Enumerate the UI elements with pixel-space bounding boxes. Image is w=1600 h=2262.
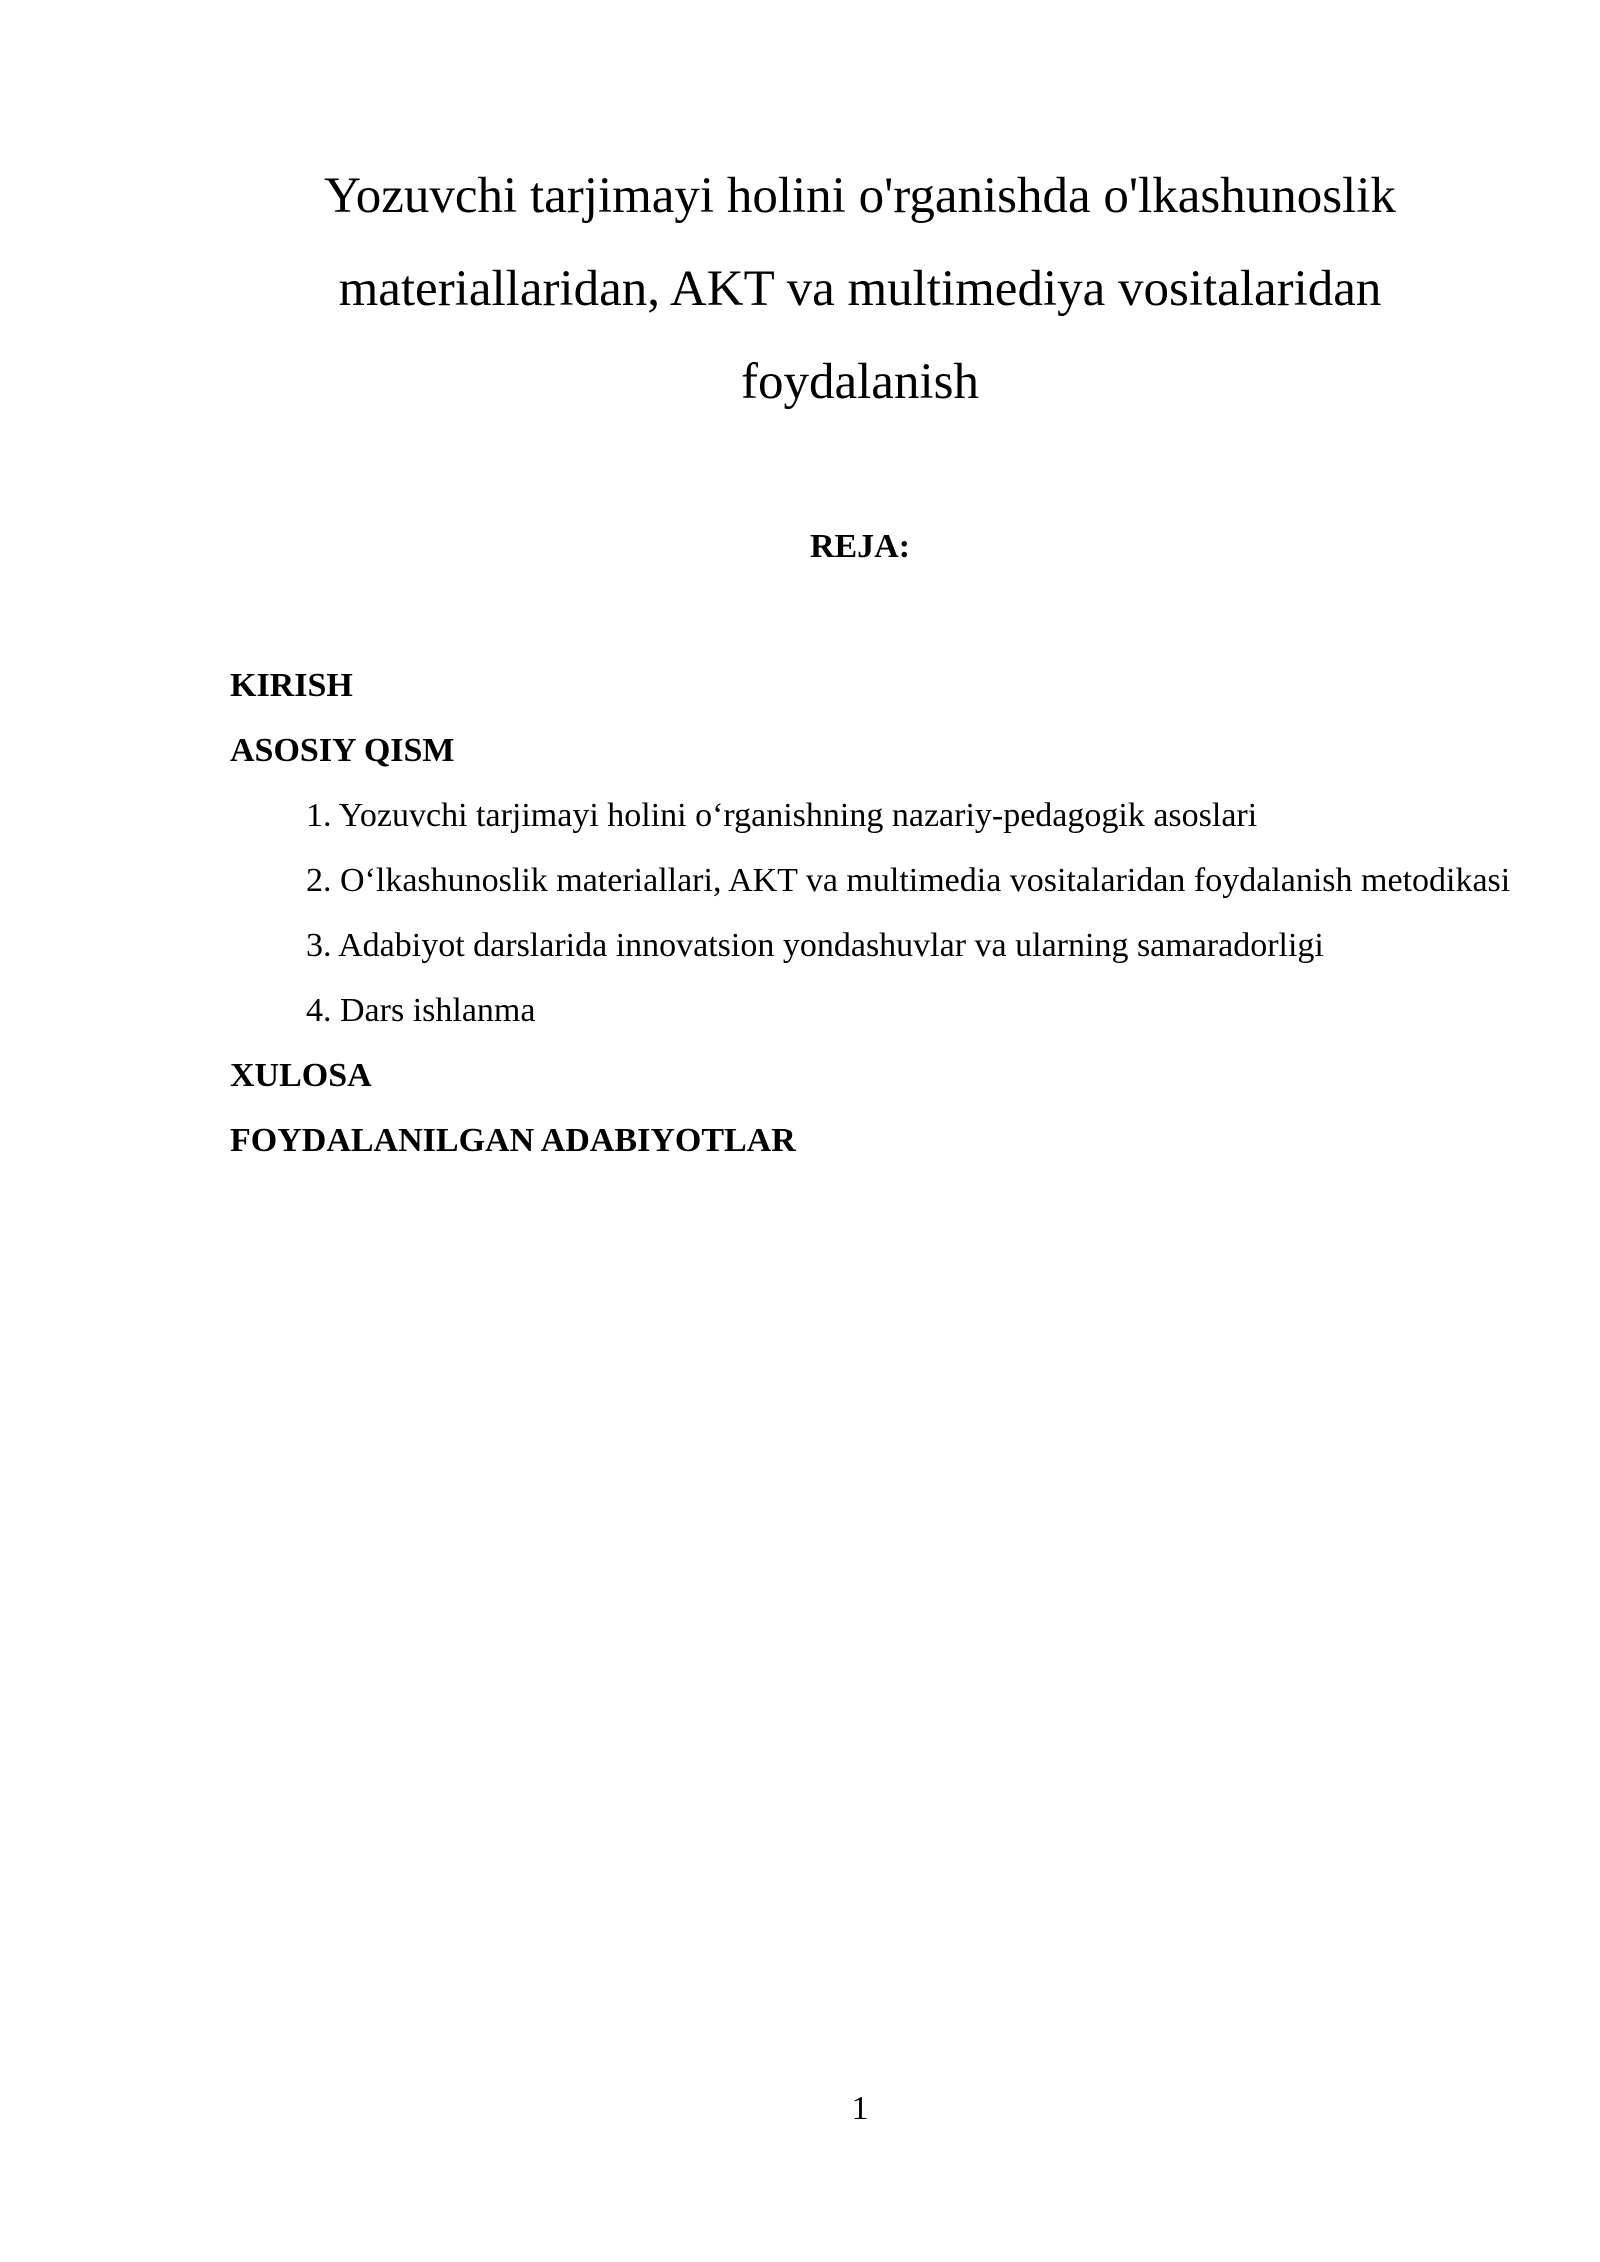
toc-item-2 [230,848,1530,913]
toc-item-text: Dars ishlanma [340,992,536,1029]
toc-references: FOYDALANILGAN ADABIYOTLAR [230,1122,796,1159]
toc-item-number: 1. [306,797,332,834]
toc-intro: KIRISH [230,667,353,704]
page-number: 1 [851,2090,869,2127]
toc-item-1 [230,783,1530,848]
toc-item-text: Adabiyot darslarida innovatsion yondashuvlar va ularning samaradorligi [338,927,1324,964]
toc-main-part: ASOSIY QISM [230,732,455,769]
toc-item-3 [230,913,1530,978]
toc-item-number: 2. [306,862,332,899]
title-line-2: materiallaridan, AKT va multimediya vositalaridan [338,261,1382,317]
toc-item-4 [230,978,1530,1043]
toc-item-number: 4. [306,992,332,1029]
title-line-3: foydalanish [741,354,979,410]
title-line-1: Yozuvchi tarjimayi holini o'rganishda o'lkashunoslik [324,168,1396,224]
toc-item-text: Yozuvchi tarjimayi holini o‘rganishning nazariy-pedagogik asoslari [338,797,1258,834]
table-of-contents [230,653,1530,1173]
document-title [230,150,1490,429]
toc-conclusion: XULOSA [230,1057,372,1094]
toc-item-number: 3. [306,927,332,964]
toc-item-text: O‘lkashunoslik materiallari, AKT va multimedia vositalaridan foydalanish metodikasi [340,862,1511,899]
plan-heading: REJA: [809,528,911,565]
